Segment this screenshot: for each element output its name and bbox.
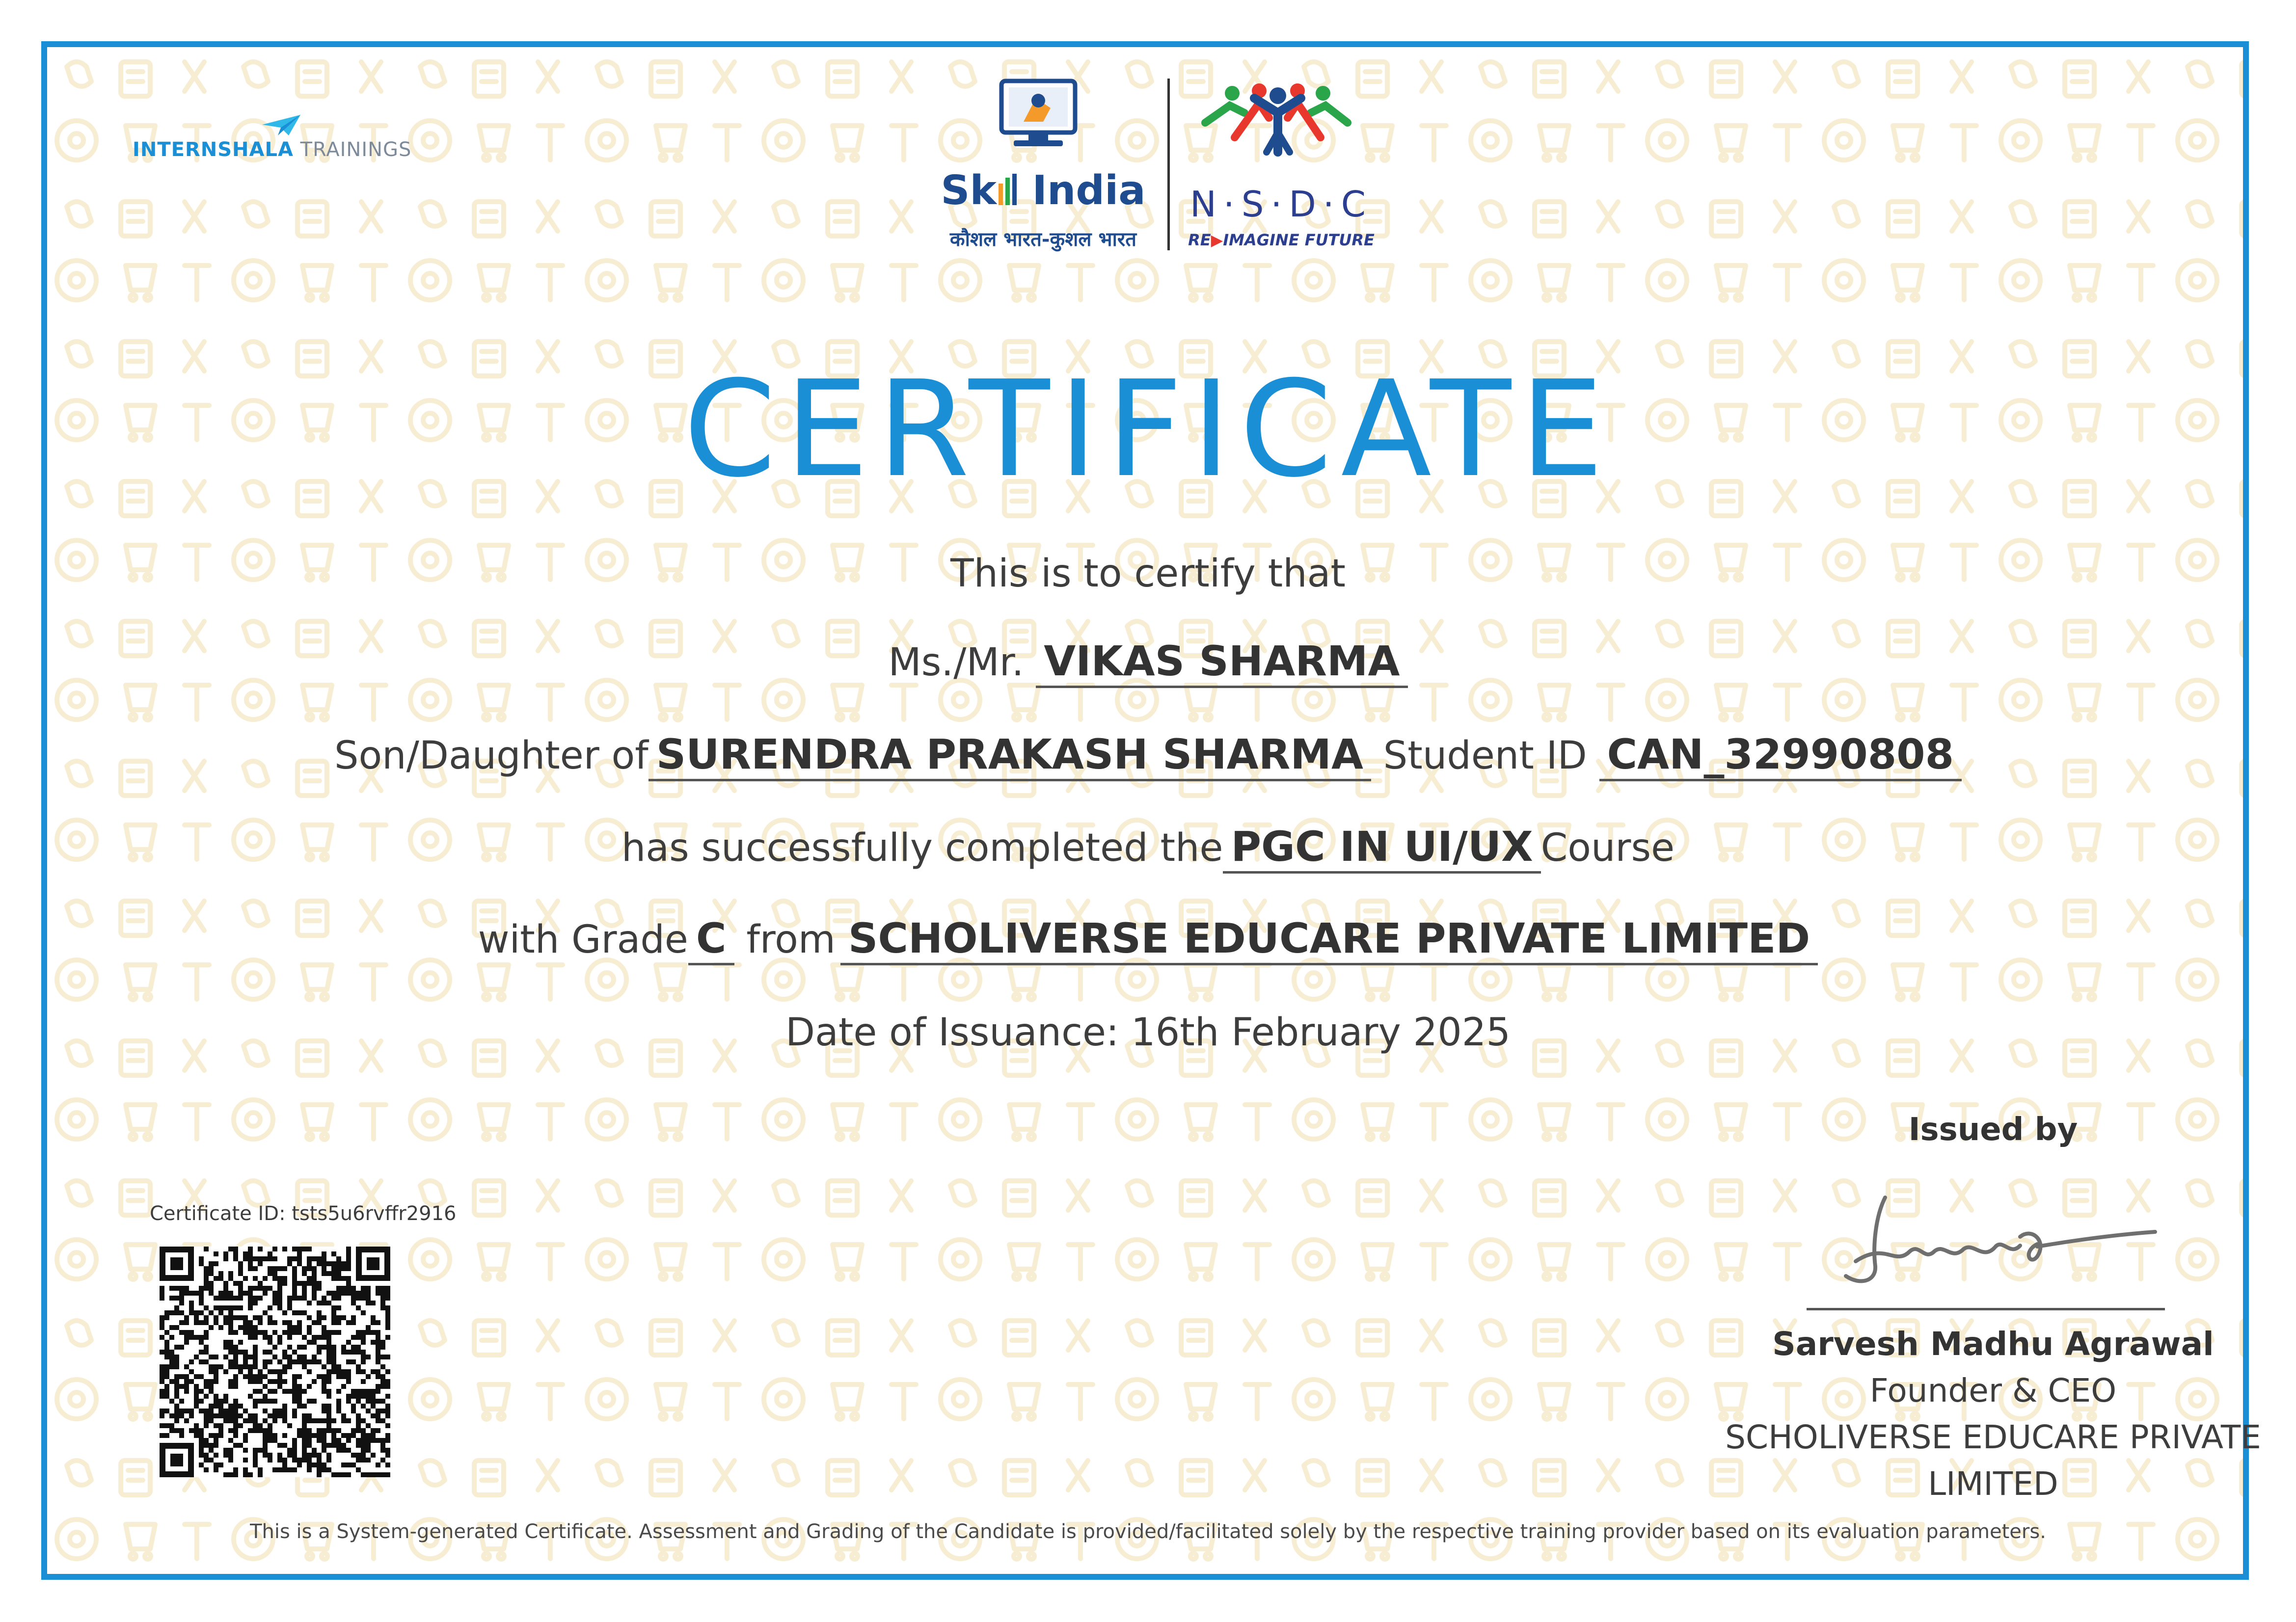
qr-code-icon (160, 1247, 390, 1477)
candidate-name: VIKAS SHARMA (1036, 640, 1407, 688)
skill-india-title-b: India (1018, 167, 1146, 214)
issued-by-label: Issued by (1908, 1112, 2078, 1148)
skill-india-logo (923, 79, 1163, 255)
signer-name: Sarvesh Madhu Agrawal (1772, 1325, 2214, 1363)
signer-org-line-2: LIMITED (1928, 1465, 2058, 1503)
internshala-logo (133, 114, 447, 168)
signer-org-line-1: SCHOLIVERSE EDUCARE PRIVATE (1725, 1418, 2261, 1456)
logo-divider (1167, 79, 1170, 250)
skill-india-title-a: Sk (941, 167, 997, 214)
nsdc-title: N·S·D·C (1190, 184, 1373, 225)
nsdc-arrow-icon: ▶ (1211, 231, 1223, 249)
skill-india-bars-icon (997, 174, 1018, 205)
parent-name: SURENDRA PRAKASH SHARMA (648, 734, 1371, 781)
certify-intro: This is to certify that (950, 552, 1346, 596)
nsdc-logo (1183, 83, 1379, 255)
disclaimer-text: This is a System-generated Certificate. Assessment and Grading of the Candidate is provided/facilitated solely by the respective training provider based on its evaluation parameters. (250, 1520, 2046, 1543)
grade-value: C (688, 918, 734, 965)
signature-line (1807, 1308, 2165, 1310)
name-line (0, 637, 2296, 688)
salutation-label: Ms./Mr. (888, 640, 1024, 685)
from-label: from (746, 918, 836, 962)
completed-prefix: has successfully completed the (621, 826, 1223, 870)
student-id-label: Student ID (1383, 734, 1587, 778)
internshala-plane-icon (261, 114, 301, 136)
skill-india-subtitle: कौशल भारत-कुशल भारत (949, 228, 1137, 251)
internshala-part-1: INTERN (133, 138, 218, 161)
nsdc-tagline-a: RE (1188, 231, 1211, 249)
grade-prefix: with Grade (478, 918, 688, 962)
parent-line (0, 730, 2296, 781)
internshala-part-3: TRAININGS (293, 138, 412, 161)
grade-line (0, 914, 2296, 965)
parent-prefix: Son/Daughter of (334, 734, 648, 778)
skill-india-computer-icon (997, 79, 1080, 150)
internshala-part-2: SHALA (217, 138, 294, 161)
nsdc-people-icon (1200, 83, 1352, 157)
course-line (0, 823, 2296, 874)
student-id-value: CAN_32990808 (1599, 734, 1962, 781)
signer-title: Founder & CEO (1869, 1372, 2117, 1409)
nsdc-tagline-b: IMAGINE FUTURE (1223, 231, 1375, 249)
certificate-title: CERTIFICATE (683, 352, 1613, 506)
issuance-date: Date of Issuance: 16th February 2025 (785, 1010, 1511, 1055)
signature-icon (1826, 1188, 2160, 1301)
provider-name: SCHOLIVERSE EDUCARE PRIVATE LIMITED (840, 918, 1818, 965)
course-suffix: Course (1540, 826, 1675, 870)
certificate-id: Certificate ID: tsts5u6rvffr2916 (150, 1202, 457, 1225)
course-name: PGC IN UI/UX (1223, 826, 1540, 874)
